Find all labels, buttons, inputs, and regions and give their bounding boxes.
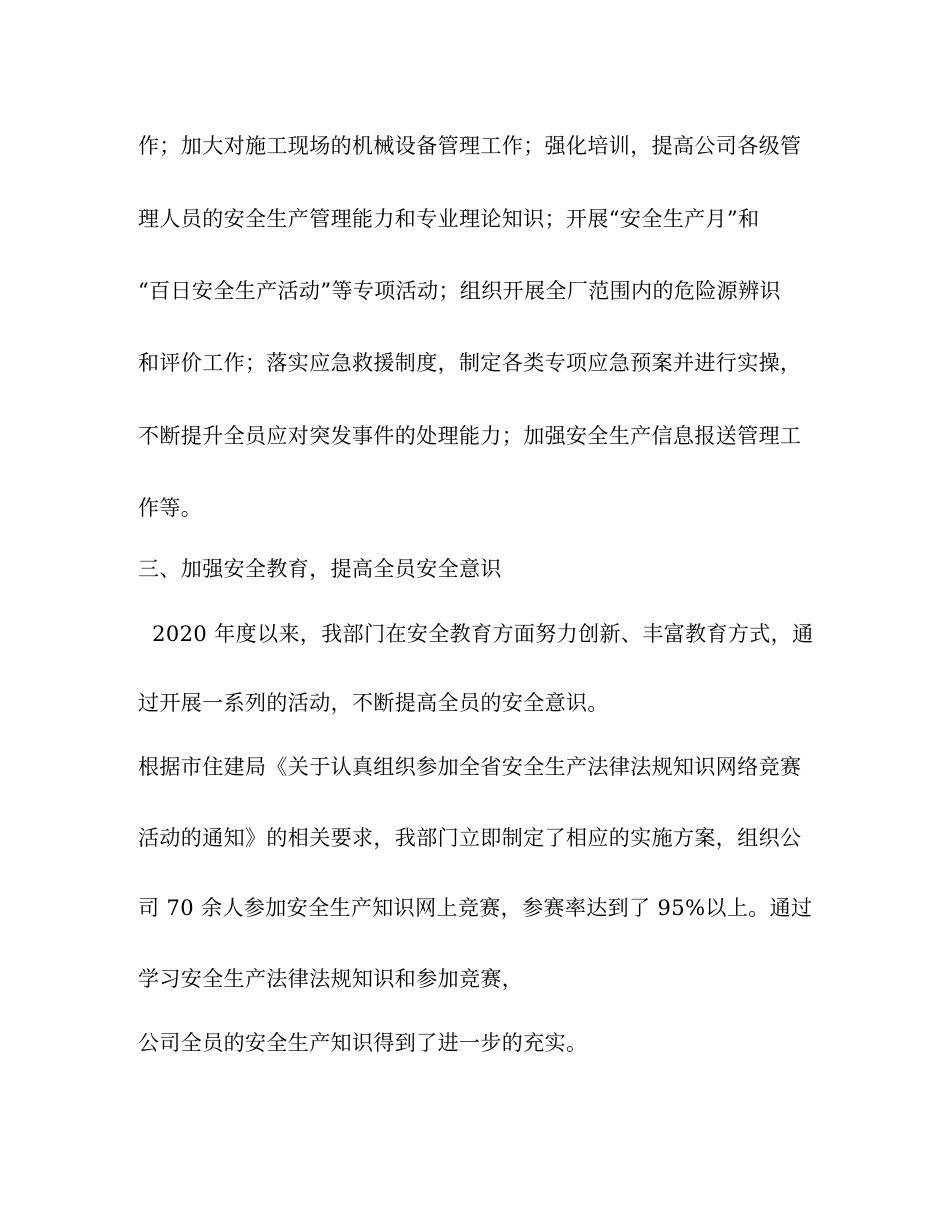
paragraph-line: 作；加大对施工现场的机械设备管理工作；强化培训，提高公司各级管 — [138, 134, 802, 158]
paragraph-line: “百日安全生产活动”等专项活动；组织开展全厂范围内的危险源辨识 — [138, 279, 781, 303]
paragraph-line: 公司全员的安全生产知识得到了进一步的充实。 — [138, 1031, 588, 1055]
paragraph-line: 司 70 余人参加安全生产知识网上竞赛，参赛率达到了 95%以上。通过 — [138, 896, 813, 920]
paragraph-line: 不断提升全员应对突发事件的处理能力；加强安全生产信息报送管理工 — [138, 424, 802, 448]
paragraph-line: 和评价工作；落实应急救援制度，制定各类专项应急预案并进行实操， — [138, 351, 802, 375]
paragraph-line: 学习安全生产法律法规知识和参加竞赛， — [138, 967, 524, 991]
section-heading: 三、加强安全教育，提高全员安全意识 — [138, 557, 502, 581]
paragraph-line: 作等。 — [138, 496, 203, 520]
paragraph-line: 活动的通知》的相关要求，我部门立即制定了相应的实施方案，组织公 — [138, 826, 802, 850]
paragraph-line: 根据市住建局《关于认真组织参加全省安全生产法律法规知识网络竞赛 — [138, 755, 802, 779]
paragraph-line: 理人员的安全生产管理能力和专业理论知识；开展“安全生产月”和 — [138, 207, 760, 231]
paragraph-line: 2020 年度以来，我部门在安全教育方面努力创新、丰富教育方式，通 — [138, 622, 814, 646]
paragraph-line: 过开展一系列的活动，不断提高全员的安全意识。 — [138, 691, 609, 715]
